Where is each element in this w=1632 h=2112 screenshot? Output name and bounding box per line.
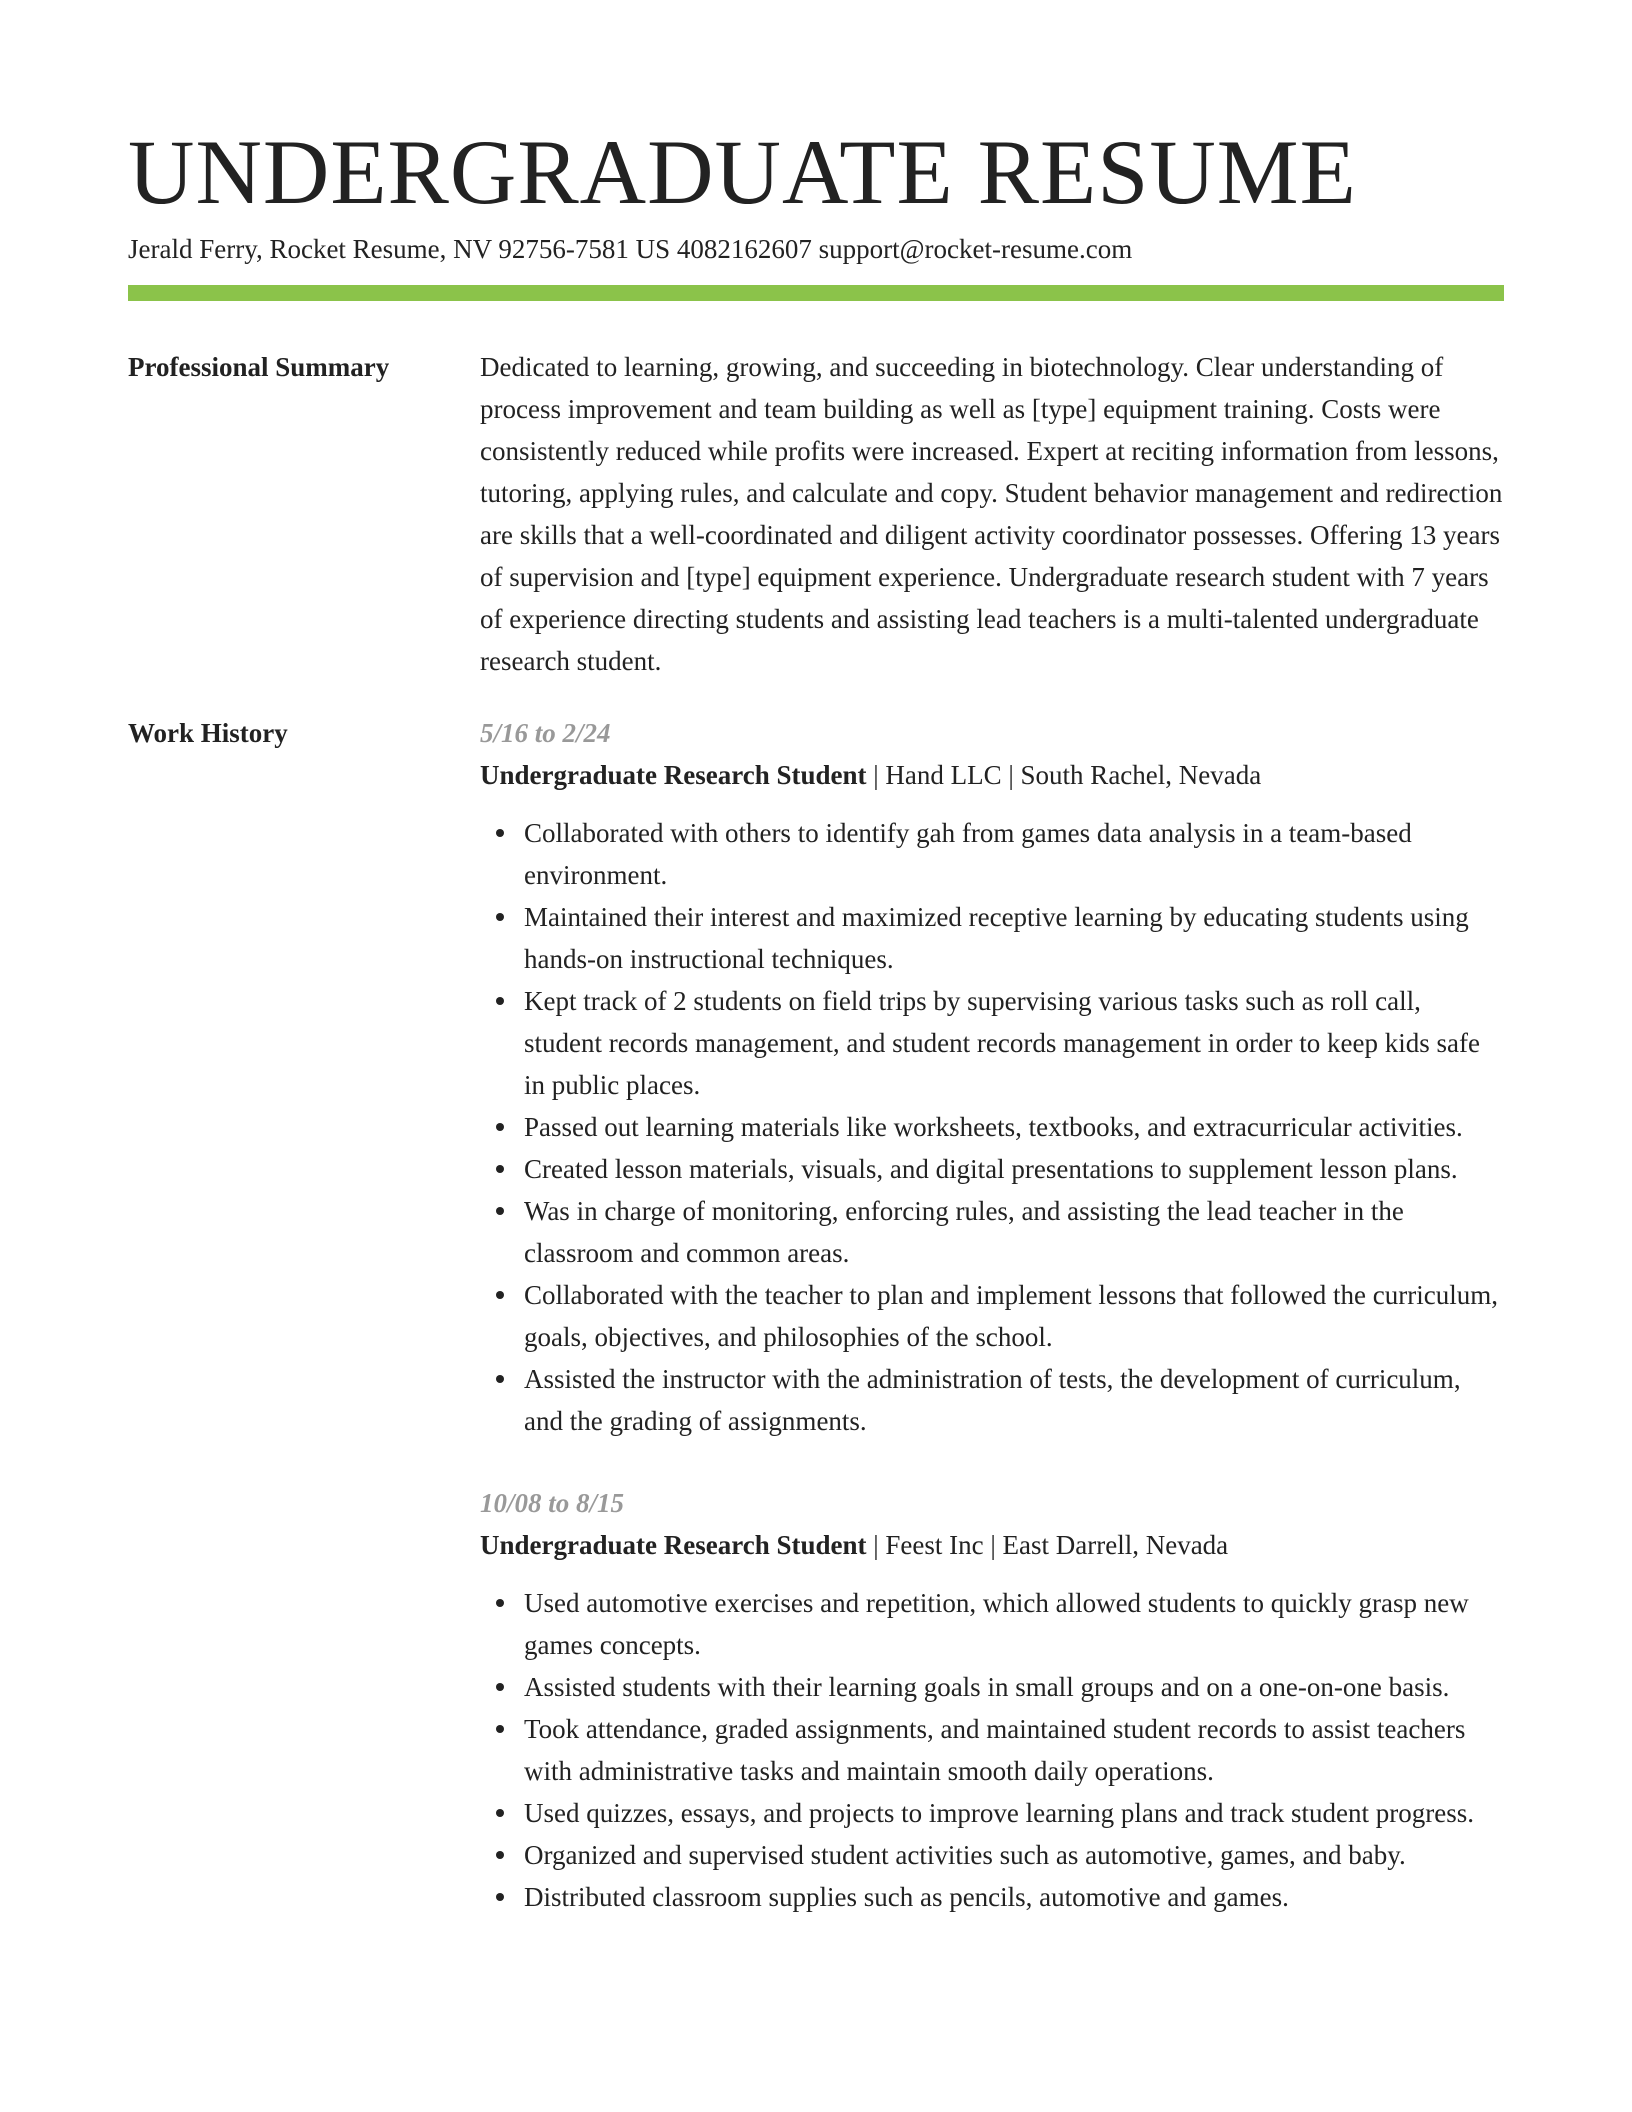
job-bullet: Maintained their interest and maximized receptive learning by educating students using hands-on instructional techniques.: [524, 896, 1504, 980]
job-bullet: Was in charge of monitoring, enforcing rules, and assisting the lead teacher in the classroom and common areas.: [524, 1190, 1504, 1274]
job-bullet: Created lesson materials, visuals, and digital presentations to supplement lesson plans.: [524, 1148, 1504, 1190]
resume-title: UNDERGRADUATE RESUME: [128, 121, 1357, 223]
section-label-work-history: Work History: [128, 718, 288, 748]
job-employer-location: | Feest Inc | East Darrell, Nevada: [866, 1530, 1229, 1560]
job-bullet: Used quizzes, essays, and projects to improve learning plans and track student progress.: [524, 1792, 1504, 1834]
job-bullet: Collaborated with others to identify gah from games data analysis in a team-based environment.: [524, 812, 1504, 896]
job-title-line: [480, 754, 1504, 796]
job-bullet: Kept track of 2 students on field trips by supervising various tasks such as roll call, student records management, and student records management in order to keep kids safe in public places.: [524, 980, 1504, 1106]
job-title-line: [480, 1524, 1504, 1566]
job-bullet: Collaborated with the teacher to plan and implement lessons that followed the curriculum, goals, objectives, and philosophies of the school.: [524, 1274, 1504, 1358]
job-bullet: Organized and supervised student activities such as automotive, games, and baby.: [524, 1834, 1504, 1876]
job-bullet: Assisted students with their learning goals in small groups and on a one-on-one basis.: [524, 1666, 1504, 1708]
work-history-body: [480, 712, 1504, 1918]
job-dates: 10/08 to 8/15: [480, 1488, 625, 1518]
job-role: Undergraduate Research Student: [480, 1530, 867, 1560]
job-role: Undergraduate Research Student: [480, 760, 867, 790]
job-bullet: Used automotive exercises and repetition, which allowed students to quickly grasp new games concepts.: [524, 1582, 1504, 1666]
summary-text: Dedicated to learning, growing, and succeeding in biotechnology. Clear understanding of process improvement and team building as well as [type] equipment training. Costs were consistently reduced while profits were increased. Expert at reciting information from lessons, tutoring, applying rules, and calculate and copy. Student behavior management and redirection are skills that a well-coordinated and diligent activity coordinator possesses. Offering 13 years of supervision and [type] equipment experience. Undergraduate research student with 7 years of experience directing students and assisting lead teachers is a multi-talented undergraduate research student.: [480, 352, 1503, 676]
job-bullet-list: [480, 812, 1504, 1442]
job-bullet-list: [480, 1582, 1504, 1918]
header-divider: [128, 285, 1504, 301]
job-dates: 5/16 to 2/24: [480, 718, 611, 748]
summary-body: [480, 346, 1504, 682]
job-bullet: Passed out learning materials like worksheets, textbooks, and extracurricular activities.: [524, 1106, 1504, 1148]
job-bullet: Distributed classroom supplies such as pencils, automotive and games.: [524, 1876, 1504, 1918]
job-bullet: Took attendance, graded assignments, and maintained student records to assist teachers with administrative tasks and maintain smooth daily operations.: [524, 1708, 1504, 1792]
contact-line: Jerald Ferry, Rocket Resume, NV 92756-7581 US 4082162607 support@rocket-resume.com: [128, 234, 1133, 264]
job-entry: [480, 712, 1504, 1442]
job-bullet: Assisted the instructor with the administration of tests, the development of curriculum, and the grading of assignments.: [524, 1358, 1504, 1442]
job-entry: [480, 1482, 1504, 1918]
job-employer-location: | Hand LLC | South Rachel, Nevada: [866, 760, 1262, 790]
section-label-summary: Professional Summary: [128, 352, 390, 382]
